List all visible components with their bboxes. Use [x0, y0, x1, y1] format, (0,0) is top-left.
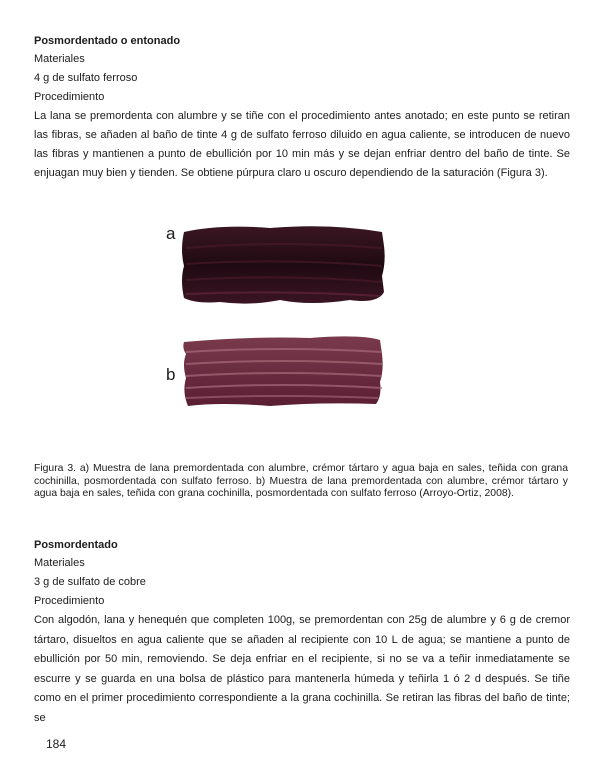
figure-label-a: a [166, 224, 176, 243]
materials-label: Materiales [34, 557, 85, 569]
figure-label-b: b [166, 365, 176, 384]
section-heading: Posmordentado [34, 539, 118, 551]
materials-item: 4 g de sulfato ferroso [34, 72, 138, 84]
section-heading: Posmordentado o entonado [34, 35, 181, 47]
section-posmordentado [34, 537, 570, 728]
wool-samples-image [160, 220, 400, 415]
procedure-label: Procedimiento [34, 91, 105, 103]
section-posmordentado-entonado [34, 33, 570, 183]
figure-3 [160, 220, 400, 415]
materials-label: Materiales [34, 53, 85, 65]
procedure-label: Procedimiento [34, 595, 105, 607]
procedure-text: Con algodón, lana y henequén que completen 100g, se premordentan con 25g de alumbre y 6 g de cremor tártaro, disueltos en agua caliente que se añaden al recipiente con 10 L de agua; se mantiene a punto de ebullición por 50 min, removiendo. Se deja enfriar en el recipiente, si no se va a teñir inmediatamente se escurre y se guarda en una bolsa de plástico para mantenerla húmeda y teñirla 1 ó 2 d después. Se tiñe como en el primer procedimiento correspondiente a la grana cochinilla. Se retiran las fibras del baño de tinte; se [34, 614, 570, 724]
wool-sample-b [183, 336, 382, 406]
wool-sample-a [182, 226, 385, 303]
materials-item: 3 g de sulfato de cobre [34, 576, 146, 588]
figure-caption: Figura 3. a) Muestra de lana premordentada con alumbre, crémor tártaro y agua baja en sales, teñida con grana cochinilla, posmordentada con sulfato ferroso. b) Muestra de lana premordentada con alumbre, crémor tártaro y agua baja en sales, teñida con grana cochinilla, posmordentada con sulfato ferroso (Arroyo-Ortiz, 2008). [34, 463, 568, 499]
page-number: 184 [46, 737, 67, 751]
procedure-text: La lana se premordenta con alumbre y se tiñe con el procedimiento antes anotado; en este punto se retiran las fibras, se añaden al baño de tinte 4 g de sulfato ferroso diluido en agua caliente, se introducen de nuevo las fibras y mantienen a punto de ebullición por 10 min más y se dejan enfriar dentro del baño de tinte. Se enjuagan muy bien y tienden. Se obtiene púrpura claro u oscuro dependiendo de la saturación (Figura 3). [34, 110, 570, 179]
